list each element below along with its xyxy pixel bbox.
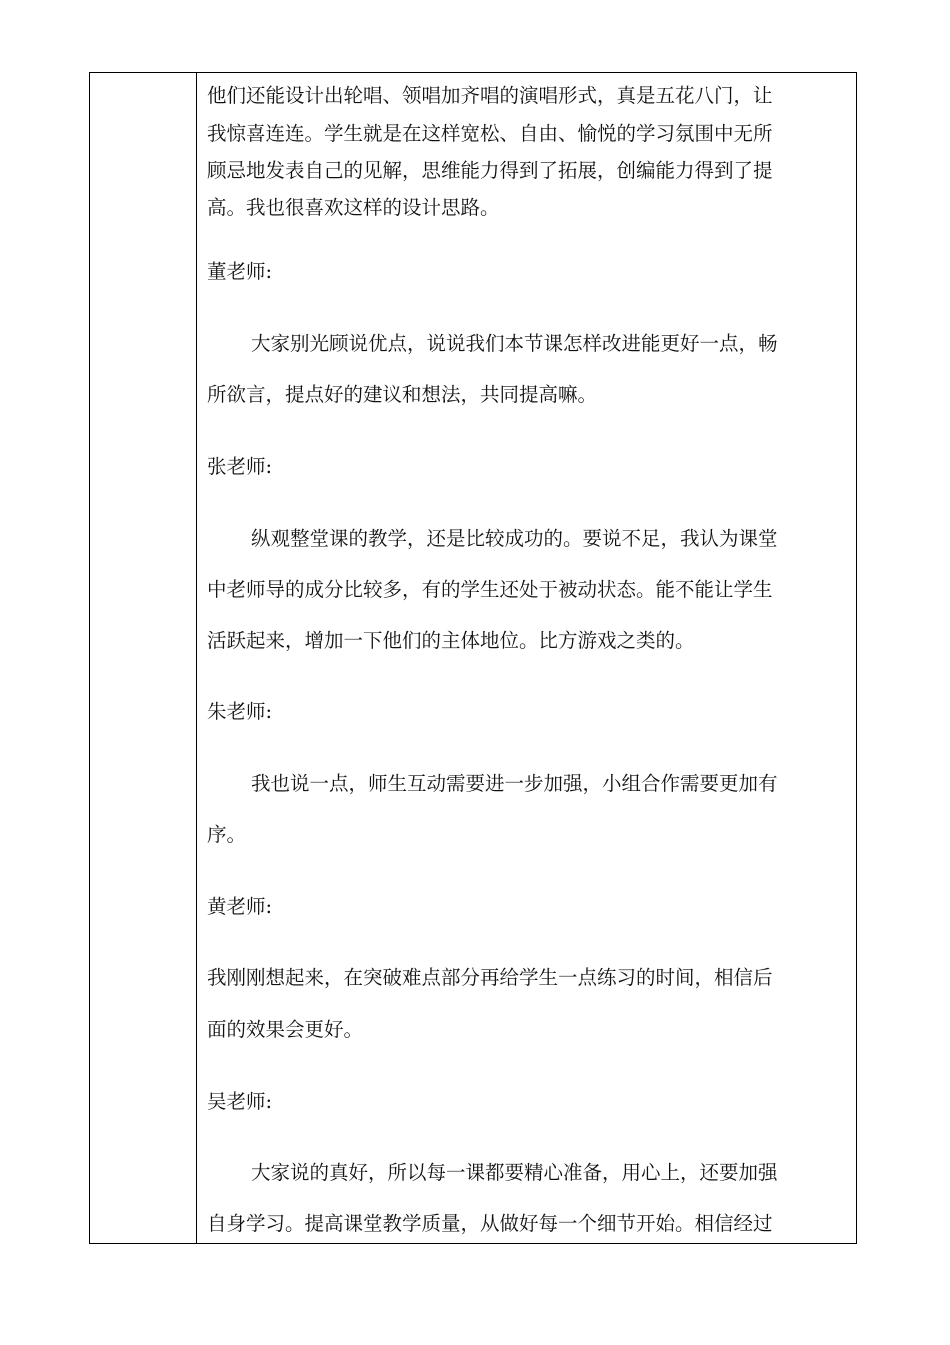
text-line: 序。: [207, 823, 247, 846]
text-line: 他们还能设计出轮唱、领唱加齐唱的演唱形式，真是五花八门，让: [207, 84, 773, 107]
text-line: 活跃起来，增加一下他们的主体地位。比方游戏之类的。: [207, 629, 695, 652]
text-line: 中老师导的成分比较多，有的学生还处于被动状态。能不能让学生: [207, 578, 773, 601]
text-line: 自身学习。提高课堂教学质量，从做好每一个细节开始。相信经过: [207, 1212, 773, 1235]
content-cell: [197, 73, 856, 1243]
speaker-label: 黄老师:: [207, 895, 273, 918]
text-line: 高。我也很喜欢这样的设计思路。: [207, 196, 500, 219]
text-line: 纵观整堂课的教学，还是比较成功的。要说不足，我认为课堂: [251, 527, 778, 550]
text-line: 我刚刚想起来，在突破难点部分再给学生一点练习的时间，相信后: [207, 966, 773, 989]
text-line: 大家说的真好，所以每一课都要精心准备，用心上，还要加强: [251, 1161, 778, 1184]
speaker-label: 朱老师:: [207, 700, 273, 723]
text-line: 面的效果会更好。: [207, 1018, 364, 1041]
text-line: 我也说一点，师生互动需要进一步加强，小组合作需要更加有: [251, 772, 778, 795]
text-line: 所欲言，提点好的建议和想法，共同提高嘛。: [207, 383, 598, 406]
speaker-label: 张老师:: [207, 455, 273, 478]
speaker-label: 吴老师:: [207, 1090, 273, 1113]
text-line: 大家别光顾说优点，说说我们本节课怎样改进能更好一点，畅: [251, 332, 778, 355]
left-column-cell: [90, 73, 197, 1243]
text-line: 我惊喜连连。学生就是在这样宽松、自由、愉悦的学习氛围中无所: [207, 122, 773, 145]
document-table: [89, 72, 857, 1244]
speaker-label: 董老师:: [207, 260, 273, 283]
text-line: 顾忌地发表自己的见解，思维能力得到了拓展，创编能力得到了提: [207, 159, 773, 182]
